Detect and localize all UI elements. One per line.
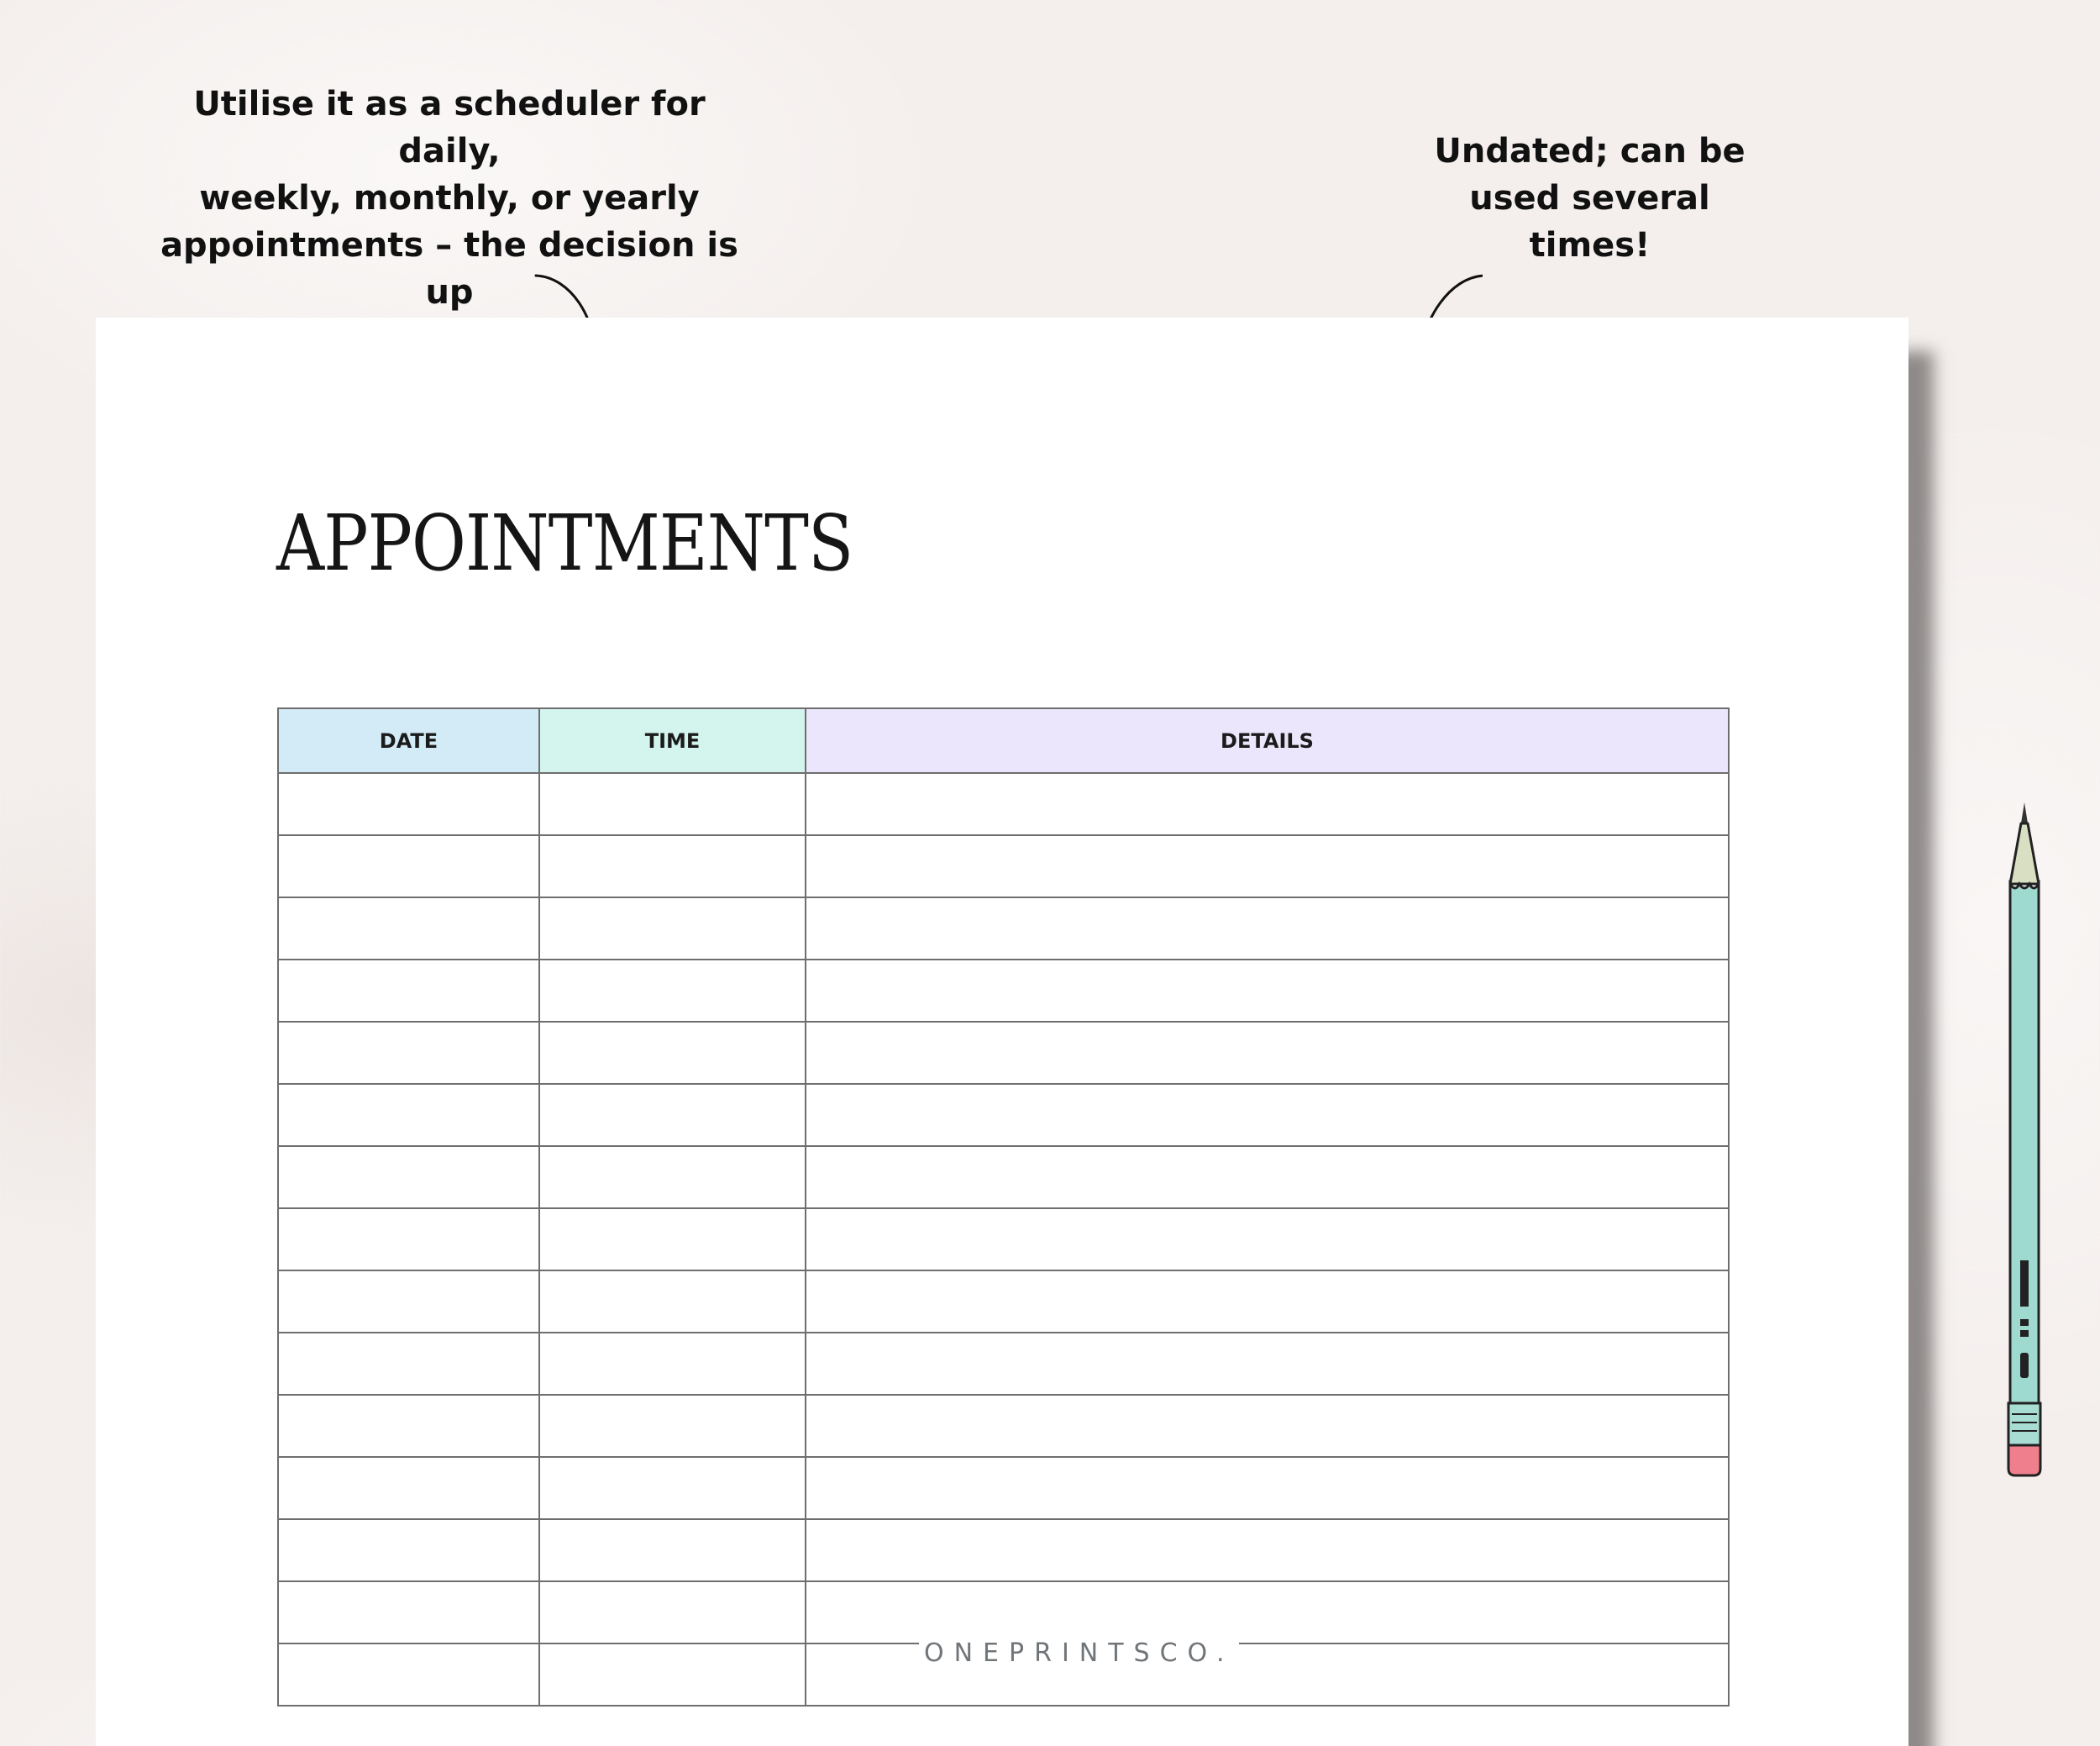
table-cell-time [539,1084,806,1146]
table-cell-time [539,1581,806,1643]
table-cell-details [806,1146,1729,1208]
table-cell-date [278,835,539,897]
callout-scheduler-text: Utilise it as a scheduler for daily, weekly, monthly, or yearly appointments – the decision is up [160,85,738,312]
table-cell-time [539,1146,806,1208]
pencil-icon [2003,798,2045,1479]
table-cell-time [539,1270,806,1333]
table-cell-details [806,897,1729,960]
table-cell-time [539,835,806,897]
table-cell-date [278,897,539,960]
column-header-time: TIME [539,708,806,773]
page-title: APPOINTMENTS [276,498,853,588]
table-cell-time [539,960,806,1022]
table-cell-date [278,1395,539,1457]
table-cell-date [278,1333,539,1395]
table-row [278,1457,1729,1519]
table-cell-date [278,1084,539,1146]
table-cell-date [278,1643,539,1706]
table-cell-time [539,1457,806,1519]
table-row [278,1084,1729,1146]
table-row [278,1146,1729,1208]
table-cell-details [806,1581,1729,1643]
table-row [278,1333,1729,1395]
table-cell-date [278,1208,539,1270]
table-row [278,1022,1729,1084]
table-cell-time [539,1395,806,1457]
table-row [278,1395,1729,1457]
table-cell-details [806,1270,1729,1333]
table-cell-date [278,1270,539,1333]
table-row [278,773,1729,835]
table-cell-time [539,1208,806,1270]
table-cell-date [278,1457,539,1519]
table-cell-details [806,1084,1729,1146]
table-row [278,1208,1729,1270]
table-row [278,1270,1729,1333]
table-row [278,1519,1729,1581]
table-row [278,960,1729,1022]
callout-undated-text: Undated; can be used several times! [1434,132,1746,265]
table-row [278,835,1729,897]
column-header-details: DETAILS [806,708,1729,773]
table-cell-date [278,773,539,835]
table-cell-details [806,1333,1729,1395]
table-row [278,897,1729,960]
table-cell-date [278,1022,539,1084]
column-header-date: DATE [278,708,539,773]
brand-name: ONEPRINTSCO. [919,1638,1239,1668]
table-cell-time [539,897,806,960]
table-cell-date [278,1519,539,1581]
table-cell-time [539,1519,806,1581]
table-cell-details [806,773,1729,835]
table-cell-details [806,1208,1729,1270]
table-cell-details [806,1457,1729,1519]
table-cell-details [806,1395,1729,1457]
table-cell-date [278,1146,539,1208]
table-cell-date [278,1581,539,1643]
table-cell-details [806,1022,1729,1084]
table-cell-details [806,1519,1729,1581]
table-row [278,1581,1729,1643]
table-cell-time [539,773,806,835]
table-cell-time [539,1333,806,1395]
appointments-sheet [96,318,1908,1746]
appointments-table [277,707,1730,1707]
table-cell-date [278,960,539,1022]
table-cell-time [539,1022,806,1084]
table-body [278,773,1729,1706]
table-cell-time [539,1643,806,1706]
table-cell-details [806,960,1729,1022]
table-cell-details [806,835,1729,897]
table-header-row [278,708,1729,773]
